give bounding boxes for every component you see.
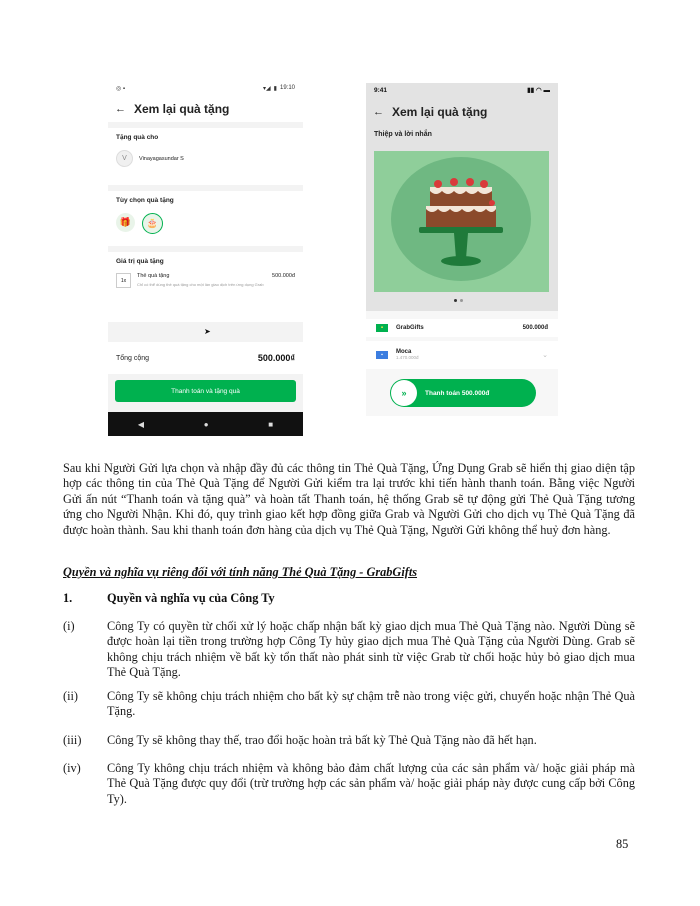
gift-card-value: 500.000đ <box>272 273 295 279</box>
recipient-name: Vinayagasundar S <box>139 155 184 162</box>
review-gift-header <box>366 105 558 119</box>
moca-balance: 1.470.000đ <box>396 355 419 360</box>
list-item-number: (ii) <box>63 689 79 703</box>
android-nav-bar <box>108 412 303 436</box>
back-arrow-icon[interactable]: ← <box>115 103 126 115</box>
gift-value-card <box>108 252 303 322</box>
subsection-title: Quyền và nghĩa vụ của Công Ty <box>107 591 275 605</box>
moca-logo-icon: ▪ <box>376 351 388 359</box>
battery-icon: ▮ <box>273 85 277 92</box>
gift-value-label: Giá trị quà tặng <box>116 258 164 265</box>
signal-battery-icon: ▮▮ ◠ ▬ <box>527 87 550 94</box>
page-number: 85 <box>616 837 629 851</box>
quantity-box[interactable]: 1x <box>116 273 131 288</box>
recipient-row <box>116 150 295 167</box>
gift-for-card <box>108 128 303 185</box>
mouse-cursor-icon: ➤ <box>204 327 211 336</box>
gift-options-card <box>108 191 303 246</box>
phone-screenshot-android <box>108 80 303 436</box>
nav-recents-icon[interactable]: ■ <box>268 419 274 429</box>
review-gift-header <box>108 96 303 122</box>
status-time: 9:41 <box>374 86 388 94</box>
avatar: V <box>116 150 133 167</box>
grabgifts-label: GrabGifts <box>396 325 424 331</box>
cake-design-icon[interactable]: 🎂 <box>142 213 163 234</box>
double-chevron-right-icon[interactable]: » <box>391 380 417 406</box>
list-item-text: Công Ty có quyền từ chối xử lý hoặc chấp nhận bất kỳ giao dịch mua Thẻ Quà Tặng nào. Người Dùng sẽ được hoàn lại tiền trong trường hợp Công Ty hủy giao dịch mua Thẻ Quà Tặng của Người Dùng. Grab sẽ không chịu trách nhiệm về bất kỳ tổn thất nào phát sinh từ việc Grab từ chối hoặc hủy bỏ giao dịch mua Thẻ Quà Tặng. <box>107 619 635 680</box>
moca-label: Moca <box>396 349 412 355</box>
total-row <box>108 342 303 374</box>
status-bar <box>366 83 558 97</box>
gift-card-label: Thẻ quà tặng <box>137 273 170 279</box>
section-heading: Quyền và nghĩa vụ riêng đối với tính năng Thẻ Quà Tặng - GrabGifts <box>63 565 418 579</box>
carousel-dots <box>454 299 463 302</box>
slide-to-pay-label: Thanh toán 500.000đ <box>425 389 490 397</box>
page-title: Xem lại quà tặng <box>392 105 488 119</box>
cake-card-illustration[interactable] <box>374 151 549 292</box>
gift-card-note: Chỉ có thể dùng thẻ quà tặng cho một lần giao dịch trên ứng dụng Grab <box>137 282 264 287</box>
grabgifts-logo-icon: ▪ <box>376 324 388 332</box>
phone-screenshot-ios <box>366 83 558 416</box>
payment-method-row[interactable] <box>366 341 558 369</box>
grabgifts-value: 500.000đ <box>522 325 548 331</box>
gift-for-label: Tặng quà cho <box>116 134 159 141</box>
gift-card-design-icon[interactable]: 🎁 <box>116 213 135 232</box>
list-item-number: (iii) <box>63 733 82 747</box>
gift-options-label: Tùy chọn quà tặng <box>116 197 174 204</box>
total-value: 500.000₫ <box>257 353 295 363</box>
nav-home-icon[interactable]: ● <box>203 419 209 429</box>
status-time: 19:10 <box>279 85 295 91</box>
list-item-number: (iv) <box>63 761 81 775</box>
list-item-text: Công Ty sẽ không chịu trách nhiệm cho bất kỳ sự chậm trễ nào trong việc gửi, chuyển hoặc nhận Thẻ Quà Tặng. <box>107 689 635 719</box>
status-bar <box>108 80 303 96</box>
subsection-number: 1. <box>63 591 73 605</box>
list-item-text: Công Ty sẽ không thay thế, trao đổi hoặc hoàn trả bất kỳ Thẻ Quà Tặng nào đã hết hạn. <box>107 733 537 747</box>
slide-to-pay-button[interactable] <box>390 379 536 407</box>
chevron-down-icon[interactable]: ⌄ <box>542 352 548 359</box>
status-icons-left: ◎ ▪ <box>116 85 126 92</box>
pay-and-gift-button[interactable]: Thanh toán và tặng quà <box>115 380 296 402</box>
gift-value-row <box>116 273 295 288</box>
body-paragraph: Sau khi Người Gửi lựa chọn và nhập đầy đủ các thông tin Thẻ Quà Tặng, Ứng Dụng Grab sẽ hiển thị giao diện tập hợp các thông tin của Thẻ Quà Tặng để Người Gửi kiểm tra lại trước khi tiến hành thanh toán. Bằng việc Người Gửi ấn nút “Thanh toán và tặng quà” và hoàn tất Thanh toán, hệ thống Grab sẽ tự động gửi Thẻ Quà Tặng tương ứng cho Người Nhận. Khi đó, quy trình giao kết hợp đồng giữa Grab và Người Gửi cho dịch vụ Thẻ Quà Tặng đã được hoàn thành. Sau khi thanh toán đơn hàng của dịch vụ Thẻ Quà Tặng, Người Gửi không thể huỷ đơn hàng. <box>63 461 635 537</box>
list-item-number: (i) <box>63 619 75 633</box>
list-item-text: Công Ty không chịu trách nhiệm và không bảo đảm chất lượng của các sản phẩm và/ hoặc giải pháp mà Thẻ Quà Tặng được quy đổi (trừ trường hợp các sản phẩm và/ hoặc giải pháp này được cung cấp bởi Công Ty). <box>107 761 635 806</box>
back-arrow-icon[interactable]: ← <box>373 106 384 118</box>
card-and-message-label: Thiệp và lời nhắn <box>374 131 432 138</box>
nav-back-icon[interactable]: ◀ <box>137 419 145 429</box>
signal-icon: ▾◢ <box>263 85 271 92</box>
page-title: Xem lại quà tặng <box>134 102 230 116</box>
total-label: Tổng cộng <box>116 354 150 362</box>
grabgifts-row <box>366 319 558 337</box>
